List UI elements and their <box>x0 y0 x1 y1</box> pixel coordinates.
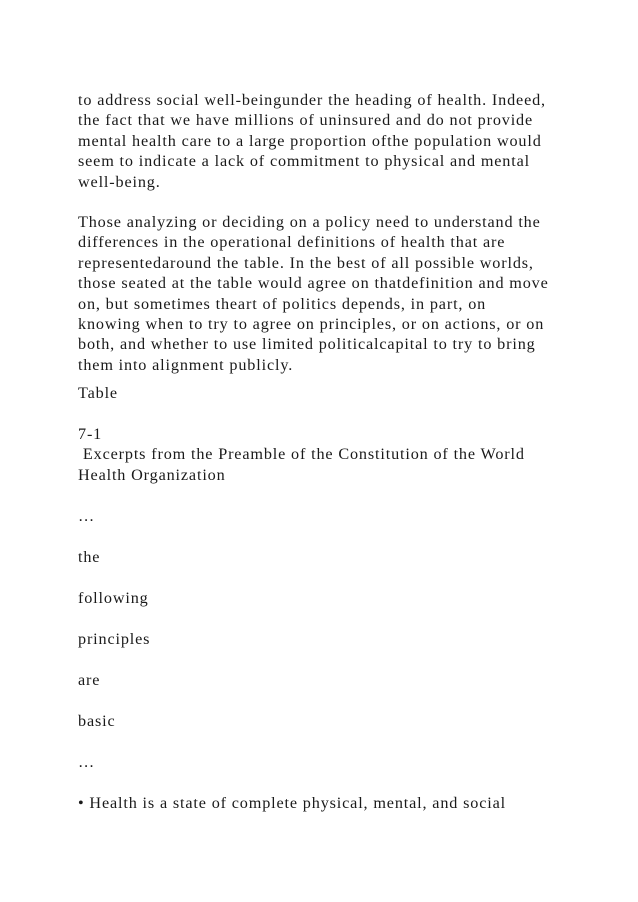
ellipsis-bottom: … <box>78 753 96 771</box>
ellipsis-top: … <box>78 507 96 525</box>
word-following: following <box>78 589 149 607</box>
paragraph-policy-definitions: Those analyzing or deciding on a policy need to understand the differences in the operational definitions of health that are representedaround the table. In the best of all possible worlds, those seated at the table would agree on thatdefinition and move on, but sometimes theart of politics depends, in part, on knowing when to try to agree on principles, or on actions, or on both, and whether to use limited politicalcapital to try to bring them into alignment publicly. <box>78 213 549 374</box>
paragraph-well-being: to address social well-beingunder the heading of health. Indeed, the fact that we have millions of uninsured and do not provide mental health care to a large proportion ofthe population would seem to indicate a lack of commitment to physical and mental well-being. <box>78 91 546 191</box>
word-are: are <box>78 671 101 689</box>
bullet-health-definition: • Health is a state of complete physical, mental, and social <box>78 794 506 812</box>
table-label: Table <box>78 384 118 402</box>
word-basic: basic <box>78 712 116 730</box>
word-the: the <box>78 548 101 566</box>
word-principles: principles <box>78 630 151 648</box>
table-caption: 7-1 Excerpts from the Preamble of the Constitution of the World Health Organization <box>78 425 525 484</box>
